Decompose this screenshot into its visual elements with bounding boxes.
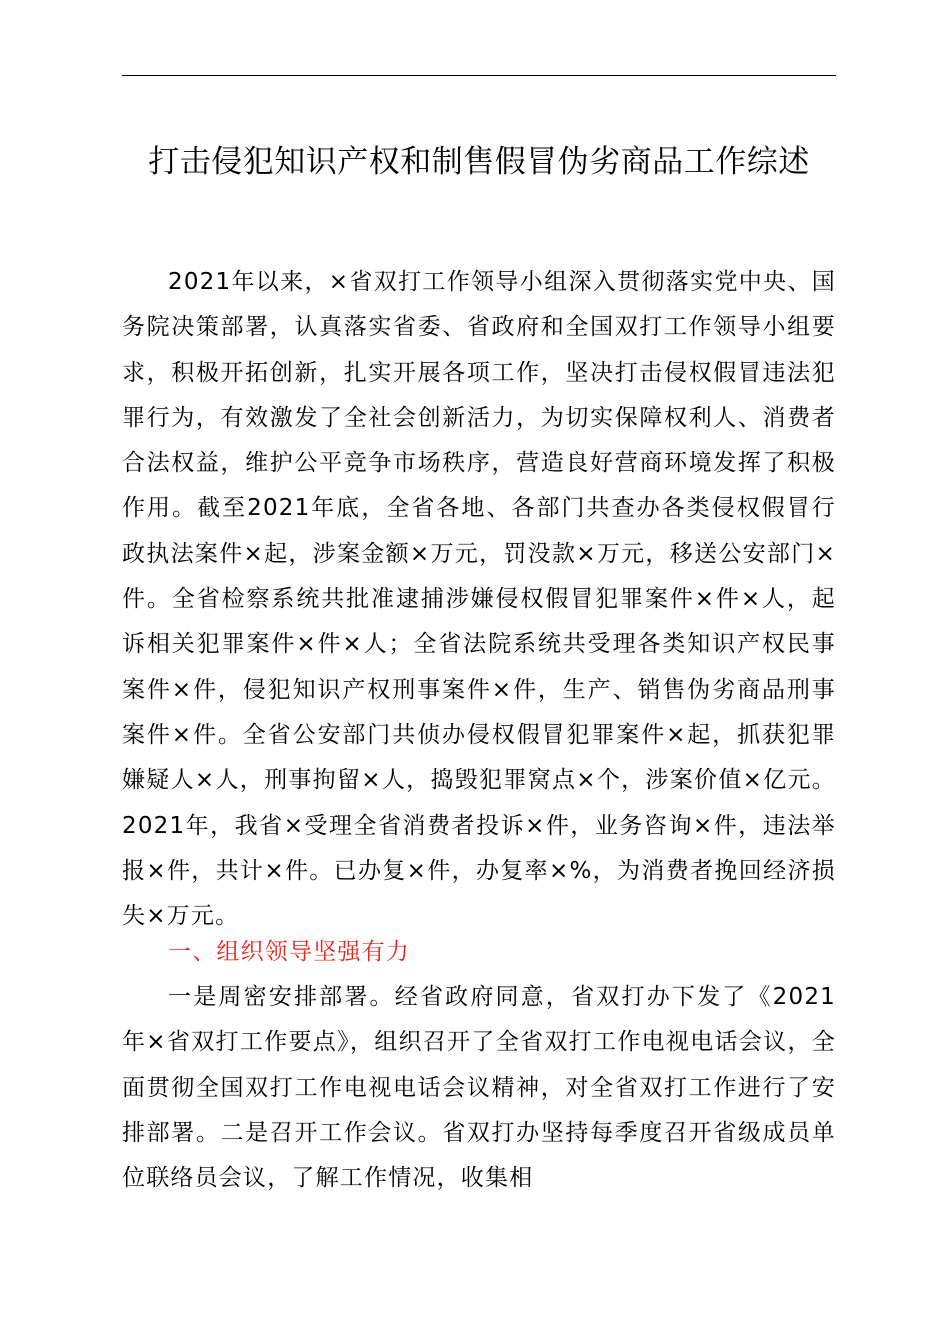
paragraph-text: 2021年以来，×省双打工作领导小组深入贯彻落实党中央、国务院决策部署，认真落实省委、省政府和全国双打工作领导小组要求，积极开拓创新，扎实开展各项工作，坚决打击侵权假冒违法犯罪行为，有效激发了全社会创新活力，为切实保障权利人、消费者合法权益，维护公平竞争市场秩序，营造良好营商环境发挥了积极作用。截至2021年底，全省各地、各部门共查办各类侵权假冒行政执法案件×起，涉案金额×万元，罚没款×万元，移送公安部门×件。全省检察系统共批准逮捕涉嫌侵权假冒犯罪案件×件×人，起诉相关犯罪案件×件×人；全省法院系统共受理各类知识产权民事案件×件，侵犯知识产权刑事案件×件，生产、销售伪劣商品刑事案件×件。全省公安部门共侦办侵权假冒犯罪案件×起，抓获犯罪嫌疑人×人，刑事拘留×人，捣毁犯罪窝点×个，涉案价值×亿元。2021年，我省×受理全省消费者投诉×件，业务咨询×件，违法举报×件，共计×件。已办复×件，办复率×%，为消费者挽回经济损失×万元。: [122, 269, 836, 930]
body-paragraph-1: [122, 260, 836, 939]
section-heading-text: 一、组织领导坚强有力: [168, 939, 410, 965]
paragraph-text: 一是周密安排部署。经省政府同意，省双打办下发了《2021年×省双打工作要点》，组织召开了全省双打工作电视电话会议，全面贯彻全国双打工作电视电话会议精神，对全省双打工作进行了安排部署。二是召开工作会议。省双打办坚持每季度召开省级成员单位联络员会议，了解工作情况，收集相: [122, 984, 836, 1192]
body-paragraph-2: [122, 975, 836, 1201]
section-heading-1: [122, 930, 836, 975]
document-title: 打击侵犯知识产权和制售假冒伪劣商品工作综述: [148, 144, 810, 180]
header-rule: [122, 75, 836, 76]
